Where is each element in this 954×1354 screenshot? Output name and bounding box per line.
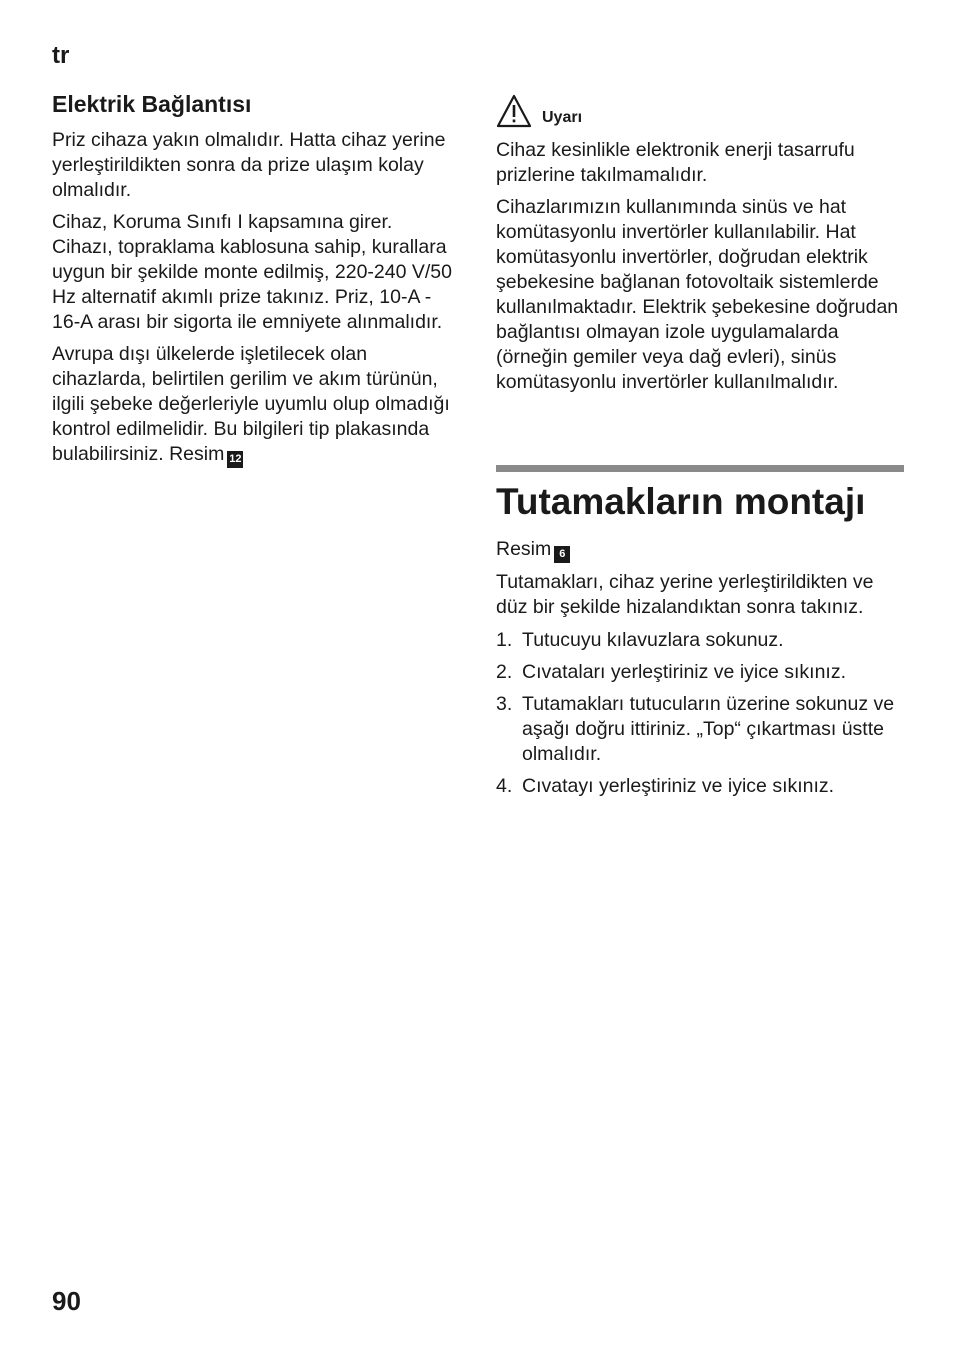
figure-ref-box: 6 bbox=[554, 546, 570, 563]
language-code: tr bbox=[52, 42, 70, 69]
step-text: Tutucuyu kılavuzlara sokunuz. bbox=[522, 629, 784, 651]
figure-ref-box: 12 bbox=[227, 451, 243, 468]
figure-reference bbox=[496, 537, 904, 563]
handle-mounting-section bbox=[496, 537, 904, 806]
list-item bbox=[496, 628, 904, 653]
list-item bbox=[496, 692, 904, 767]
section-title: Tutamakların montajı bbox=[496, 481, 866, 522]
step-text: Cıvatayı yerleştiriniz ve iyice sıkınız. bbox=[522, 775, 835, 797]
section-heading: Elektrik Bağlantısı bbox=[52, 91, 252, 117]
step-number: 3. bbox=[496, 693, 513, 715]
page-number: 90 bbox=[52, 1286, 81, 1316]
paragraph bbox=[52, 342, 457, 468]
section-divider bbox=[496, 465, 904, 472]
paragraph: Priz cihaza yakın olmalıdır. Hatta cihaz yerine yerleştirildikten sonra da prize ulaşım kolay olmalıdır. bbox=[52, 129, 446, 201]
step-text: Cıvataları yerleştiriniz ve iyice sıkınız. bbox=[522, 661, 847, 683]
step-text: Tutamakları tutucuların üzerine sokunuz ve aşağı doğru ittiriniz. „Top“ çıkartması üstte olmalıdır. bbox=[522, 693, 895, 765]
paragraph: Cihaz, Koruma Sınıfı I kapsamına girer. Cihazı, topraklama kablosuna sahip, kurallara uygun bir şekilde monte edilmiş, 220-240 V/50 Hz alternatif akımlı prize takınız. Priz, 10-A - 16-A arası bir sigorta ile emniyete alınmalıdır. bbox=[52, 211, 452, 333]
warning-header bbox=[496, 88, 904, 128]
paragraph: Cihazlarımızın kullanımında sinüs ve hat komütasyonlu invertörler kullanılabilir. Hat komütasyonlu invertörler, doğrudan elektrik şebekesine bağlanan fotovoltaik sistemlerde kullanılmaktadır. Elektrik şebekesine doğrudan bağlantısı olmayan izole uygulamalarda (örneğin gemiler veya dağ evleri), sinüs komütasyonlu invertörler kullanılmalıdır. bbox=[496, 196, 899, 393]
figure-label: Resim bbox=[496, 538, 552, 560]
figure-label: Resim bbox=[169, 443, 225, 465]
paragraph: Cihaz kesinlikle elektronik enerji tasarrufu prizlerine takılmamalıdır. bbox=[496, 139, 855, 186]
paragraph: Tutamakları, cihaz yerine yerleştirildikten ve düz bir şekilde hizalandıktan sonra takınız. bbox=[496, 571, 874, 618]
warning-section bbox=[496, 88, 904, 402]
electrical-connection-section bbox=[52, 88, 457, 475]
list-item bbox=[496, 660, 904, 685]
steps-list bbox=[496, 628, 904, 799]
step-number: 1. bbox=[496, 629, 513, 651]
paragraph-text: Avrupa dışı ülkelerde işletilecek olan cihazlarda, belirtilen gerilim ve akım türünün, ilgili şebeke değerleriyle uyumlu olup olmadığı kontrol edilmelidir. Bu bilgileri tip plakasında bulabilirsiniz. bbox=[52, 343, 450, 465]
list-item bbox=[496, 774, 904, 799]
warning-label: Uyarı bbox=[542, 109, 583, 126]
warning-triangle-icon bbox=[496, 94, 532, 128]
step-number: 4. bbox=[496, 775, 513, 797]
step-number: 2. bbox=[496, 661, 513, 683]
